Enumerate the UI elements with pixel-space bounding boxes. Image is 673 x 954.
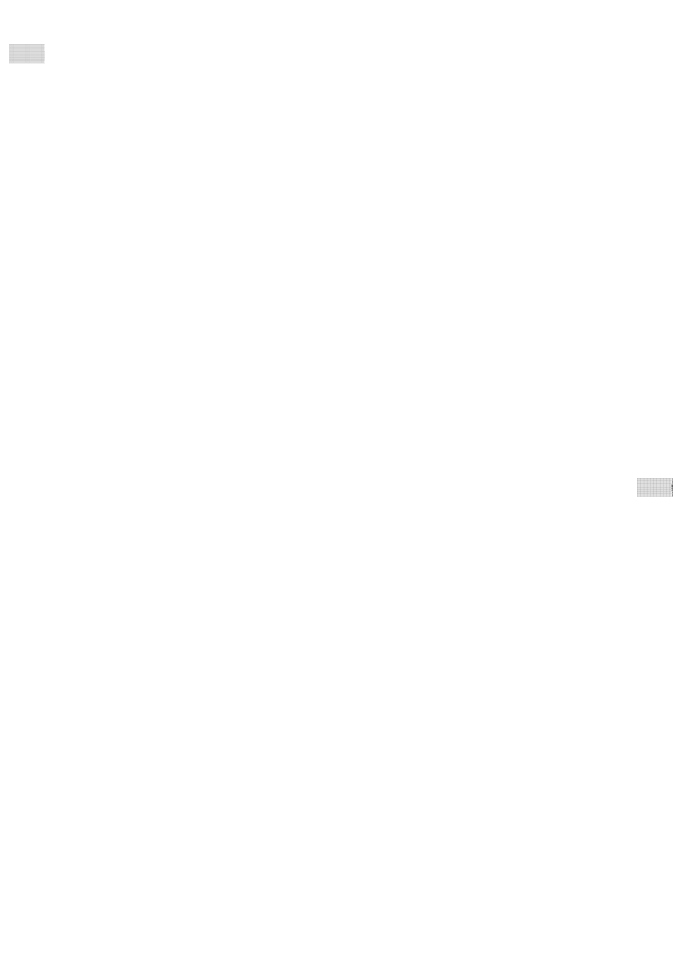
header-issue-date: Дата выдачи (671, 487, 673, 490)
header-registration-number: Регистрационный номер сертификата (671, 484, 673, 488)
header-model: Модель (671, 478, 673, 480)
header-model: Модель (44, 45, 45, 47)
right-certificate-table (637, 478, 673, 497)
header-protection-class: Класс защиты (671, 491, 673, 494)
left-certificate-table (9, 44, 45, 63)
header-aero-type: Аэродинамический тип (671, 480, 673, 484)
left-certificate-table-block (9, 44, 45, 63)
table-header (44, 44, 45, 63)
header-protection-class: Класс защиты (44, 59, 45, 61)
header-valid-until: Действует до (44, 57, 45, 60)
header-valid-until: Действует до (671, 489, 673, 492)
header-aero-type: Аэродинамический тип (44, 48, 45, 51)
right-certificate-table-block (637, 478, 673, 497)
header-registration-number: Регистрационный номер сертификата (44, 51, 45, 55)
header-issue-date: Дата выдачи (44, 55, 45, 58)
header-country: Страна-изготовитель (44, 60, 45, 64)
header-country: Страна-изготовитель (671, 493, 673, 497)
